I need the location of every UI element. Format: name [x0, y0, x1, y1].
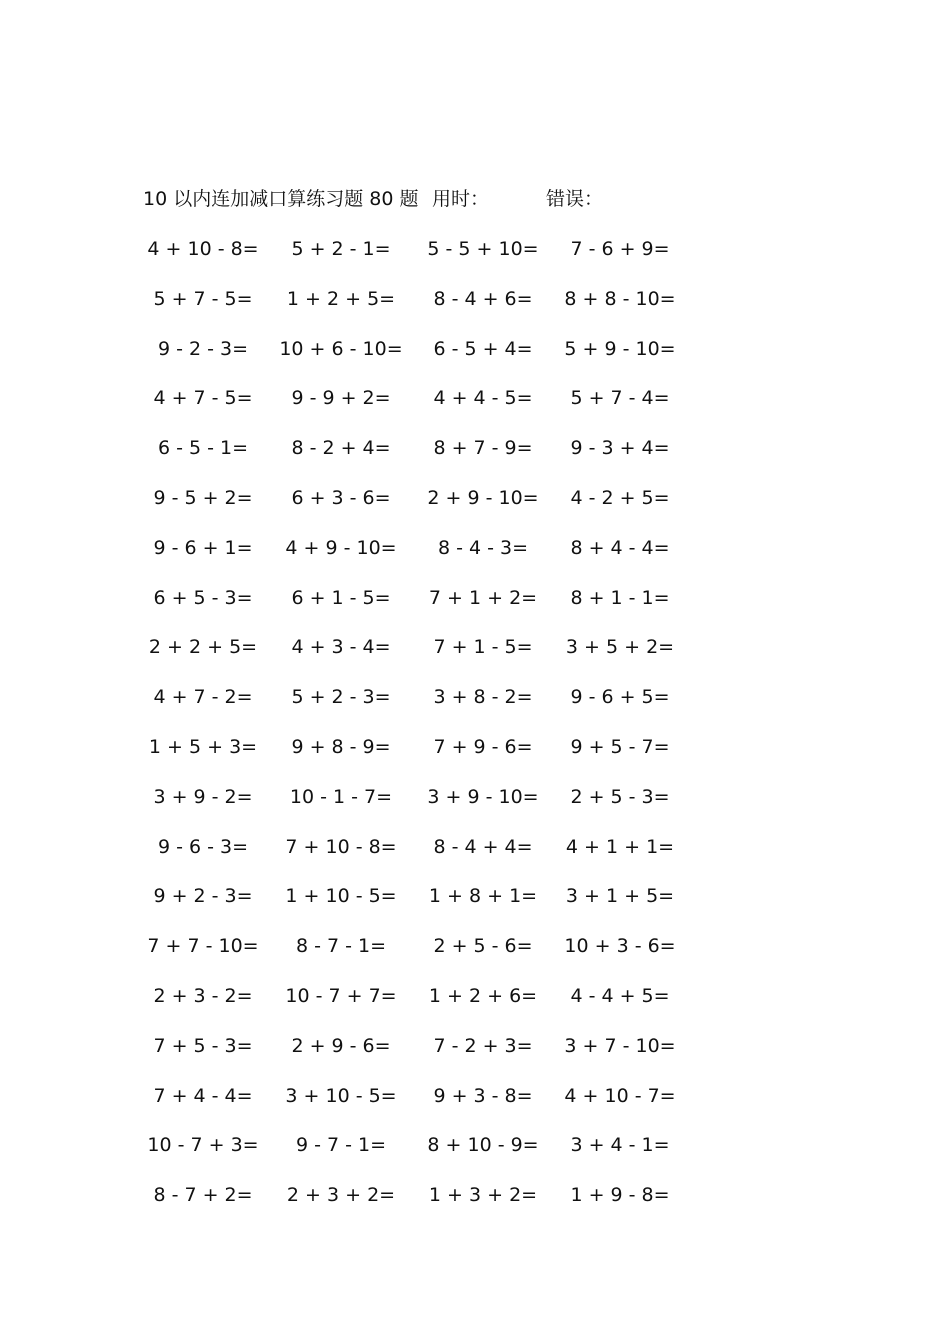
problem-cell: 3 + 9 - 2=	[153, 785, 253, 808]
problem-row	[0, 585, 950, 635]
problem-cell: 9 + 3 - 8=	[433, 1084, 533, 1107]
problem-cell: 2 + 3 + 2=	[286, 1184, 396, 1207]
problem-row	[0, 1033, 950, 1083]
problem-cell: 2 + 2 + 5=	[148, 636, 258, 659]
problem-cell: 9 + 8 - 9=	[291, 735, 391, 758]
problem-cell: 1 + 8 + 1=	[428, 885, 538, 908]
problem-cell: 4 + 10 - 7=	[564, 1084, 676, 1107]
problem-cell: 6 - 5 + 4=	[433, 337, 533, 360]
problem-cell: 9 + 5 - 7=	[570, 735, 670, 758]
problem-cell: 5 + 9 - 10=	[564, 337, 676, 360]
problem-cell: 3 + 10 - 5=	[285, 1084, 397, 1107]
problem-cell: 10 - 1 - 7=	[289, 785, 393, 808]
problem-grid	[0, 236, 950, 1232]
problem-row	[0, 286, 950, 336]
problem-cell: 2 + 9 - 6=	[291, 1034, 391, 1057]
problem-cell: 5 + 2 - 3=	[291, 686, 391, 709]
problem-cell: 10 - 7 + 7=	[285, 984, 397, 1007]
problem-cell: 9 - 7 - 1=	[295, 1134, 387, 1157]
problem-cell: 6 + 3 - 6=	[291, 486, 391, 509]
problem-cell: 9 - 9 + 2=	[291, 387, 391, 410]
problem-row	[0, 933, 950, 983]
problem-row	[0, 684, 950, 734]
problem-cell: 4 + 4 - 5=	[433, 387, 533, 410]
problem-cell: 7 + 1 - 5=	[433, 636, 533, 659]
problem-cell: 9 - 2 - 3=	[157, 337, 249, 360]
problem-cell: 7 + 7 - 10=	[147, 935, 259, 958]
problem-cell: 3 + 4 - 1=	[570, 1134, 670, 1157]
problem-cell: 4 + 10 - 8=	[147, 238, 259, 260]
problem-row	[0, 485, 950, 535]
problem-cell: 9 - 6 - 3=	[157, 835, 249, 858]
problem-row	[0, 734, 950, 784]
problem-cell: 4 + 7 - 5=	[153, 387, 253, 410]
time-used-label: 用时：	[432, 188, 490, 210]
problem-cell: 7 + 9 - 6=	[433, 735, 533, 758]
problem-cell: 9 - 5 + 2=	[153, 486, 253, 509]
problem-cell: 8 - 4 - 3=	[437, 536, 529, 559]
problem-cell: 7 + 4 - 4=	[153, 1084, 253, 1107]
problem-cell: 5 + 7 - 5=	[153, 287, 253, 310]
problem-cell: 2 + 9 - 10=	[427, 486, 539, 509]
problem-cell: 7 - 6 + 9=	[570, 238, 670, 260]
problem-cell: 8 - 4 + 6=	[433, 287, 533, 310]
problem-cell: 10 + 3 - 6=	[564, 935, 676, 958]
problem-row	[0, 883, 950, 933]
problem-cell: 8 - 7 - 1=	[295, 935, 387, 958]
problem-cell: 1 + 2 + 6=	[428, 984, 538, 1007]
problem-cell: 7 + 1 + 2=	[428, 586, 538, 609]
problem-cell: 8 + 1 - 1=	[570, 586, 670, 609]
problem-cell: 3 + 9 - 10=	[427, 785, 539, 808]
problem-cell: 1 + 5 + 3=	[148, 735, 258, 758]
problem-cell: 5 + 7 - 4=	[570, 387, 670, 410]
problem-cell: 2 + 3 - 2=	[153, 984, 253, 1007]
problem-row	[0, 634, 950, 684]
problem-cell: 8 - 4 + 4=	[433, 835, 533, 858]
error-count-label: 错误：	[546, 188, 604, 210]
problem-cell: 7 - 2 + 3=	[433, 1034, 533, 1057]
problem-cell: 8 - 7 + 2=	[153, 1184, 253, 1207]
problem-cell: 10 + 6 - 10=	[279, 337, 403, 360]
problem-row	[0, 1083, 950, 1133]
problem-cell: 4 + 3 - 4=	[291, 636, 391, 659]
problem-cell: 1 + 9 - 8=	[570, 1184, 670, 1207]
problem-row	[0, 336, 950, 386]
problem-cell: 7 + 10 - 8=	[285, 835, 397, 858]
problem-row	[0, 385, 950, 435]
problem-cell: 9 - 6 + 5=	[570, 686, 670, 709]
problem-cell: 5 - 5 + 10=	[427, 238, 539, 260]
problem-cell: 8 + 10 - 9=	[427, 1134, 539, 1157]
problem-cell: 3 + 7 - 10=	[564, 1034, 676, 1057]
problem-row	[0, 1182, 950, 1232]
problem-row	[0, 1132, 950, 1182]
problem-cell: 3 + 8 - 2=	[433, 686, 533, 709]
problem-row	[0, 236, 950, 286]
problem-cell: 4 + 1 + 1=	[565, 835, 675, 858]
problem-cell: 3 + 5 + 2=	[565, 636, 675, 659]
problem-cell: 8 + 8 - 10=	[564, 287, 676, 310]
problem-row	[0, 535, 950, 585]
problem-cell: 3 + 1 + 5=	[565, 885, 675, 908]
problem-cell: 9 + 2 - 3=	[153, 885, 253, 908]
problem-cell: 8 + 4 - 4=	[570, 536, 670, 559]
problem-cell: 4 + 9 - 10=	[285, 536, 397, 559]
problem-cell: 6 - 5 - 1=	[157, 437, 249, 460]
problem-cell: 6 + 5 - 3=	[153, 586, 253, 609]
problem-cell: 2 + 5 - 6=	[433, 935, 533, 958]
problem-cell: 8 + 7 - 9=	[433, 437, 533, 460]
problem-cell: 4 - 4 + 5=	[570, 984, 670, 1007]
problem-cell: 7 + 5 - 3=	[153, 1034, 253, 1057]
problem-cell: 6 + 1 - 5=	[291, 586, 391, 609]
problem-row	[0, 435, 950, 485]
problem-row	[0, 784, 950, 834]
worksheet-title: 10 以内连加减口算练习题 80 题	[143, 188, 419, 210]
problem-cell: 9 - 3 + 4=	[570, 437, 670, 460]
problem-cell: 2 + 5 - 3=	[570, 785, 670, 808]
problem-cell: 1 + 3 + 2=	[428, 1184, 538, 1207]
problem-cell: 10 - 7 + 3=	[147, 1134, 259, 1157]
problem-cell: 8 - 2 + 4=	[291, 437, 391, 460]
problem-cell: 9 - 6 + 1=	[153, 536, 253, 559]
problem-cell: 4 - 2 + 5=	[570, 486, 670, 509]
problem-row	[0, 983, 950, 1033]
problem-cell: 5 + 2 - 1=	[291, 238, 391, 260]
problem-row	[0, 834, 950, 884]
problem-cell: 1 + 2 + 5=	[286, 287, 396, 310]
problem-cell: 4 + 7 - 2=	[153, 686, 253, 709]
problem-cell: 1 + 10 - 5=	[285, 885, 397, 908]
